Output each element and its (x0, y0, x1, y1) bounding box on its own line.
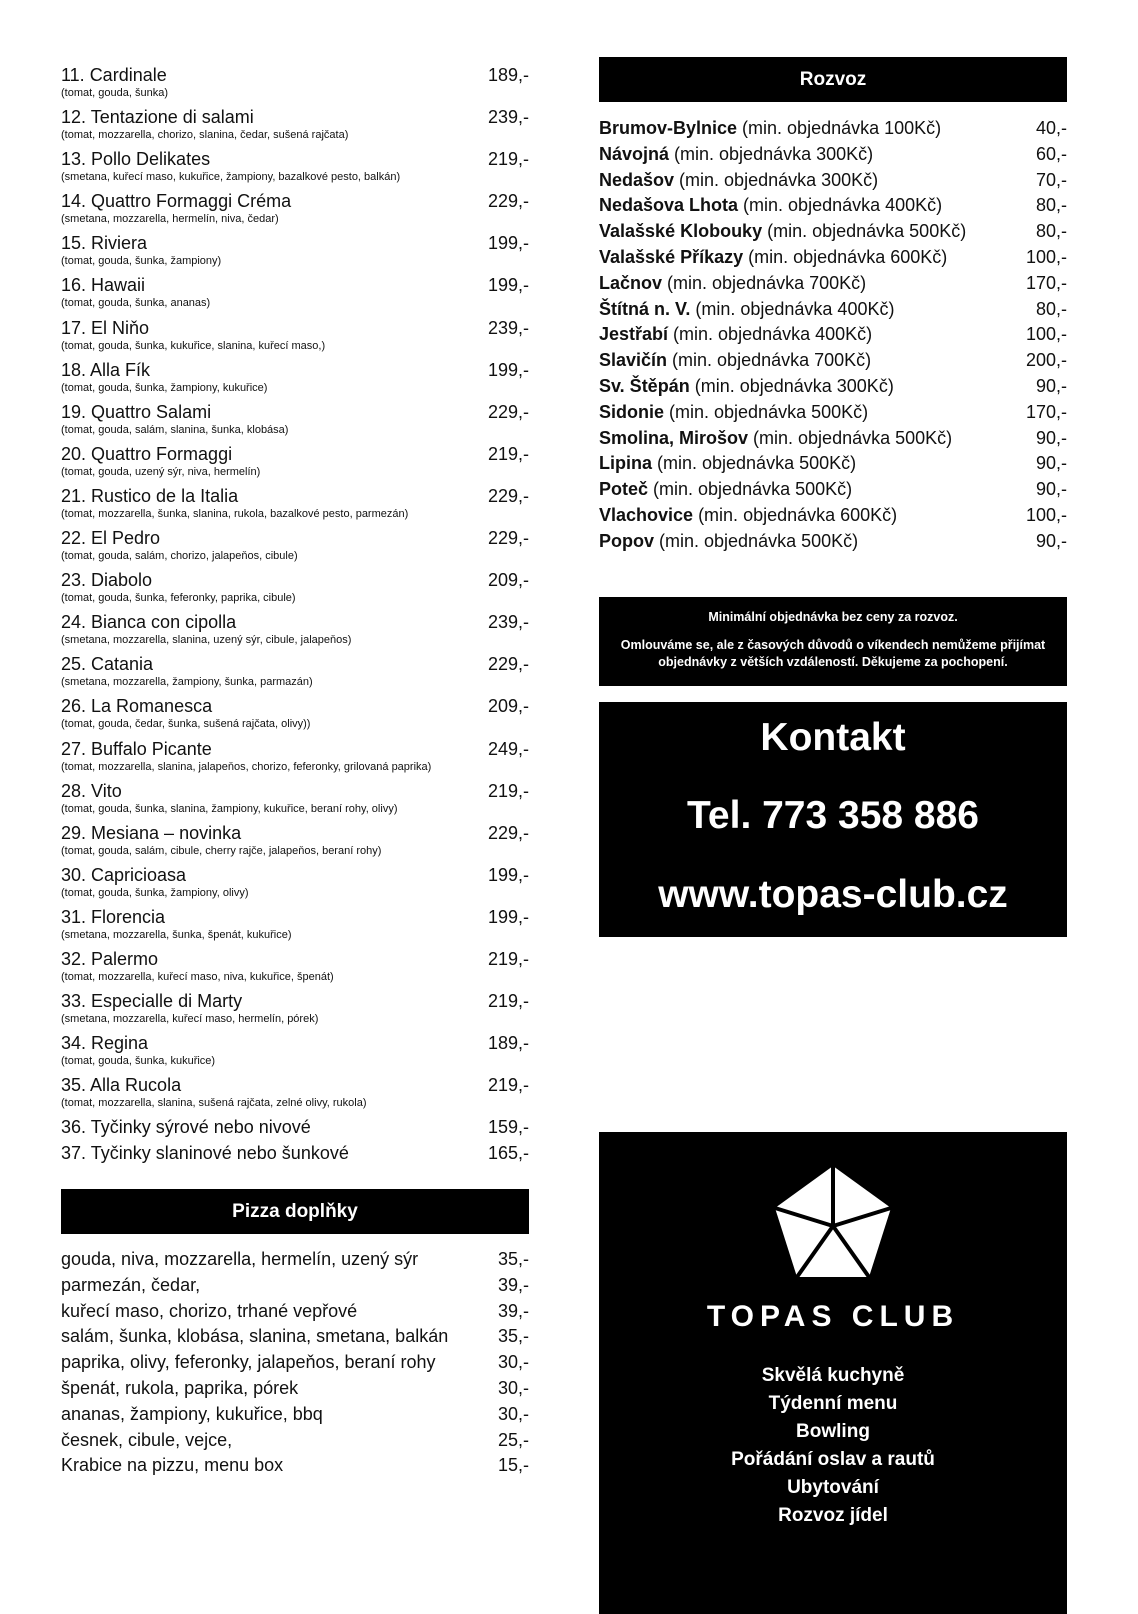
pizza-price: 229,- (487, 822, 529, 843)
delivery-price: 90,- (1035, 375, 1067, 396)
pizza-name: 21. Rustico de la Italia (61, 485, 239, 506)
delivery-minimum: (min. objednávka 400Kč) (668, 324, 873, 345)
delivery-minimum: (min. objednávka 500Kč) (652, 453, 857, 474)
delivery-item (599, 246, 1067, 272)
club-service-item: Rozvoz jídel (778, 1505, 888, 1526)
delivery-town: Sidonie (599, 401, 665, 422)
pizza-item (61, 780, 529, 822)
delivery-item (599, 220, 1067, 246)
delivery-place (599, 298, 894, 320)
delivery-minimum: (min. objednávka 500Kč) (762, 221, 967, 242)
pizza-name: 24. Bianca con cipolla (61, 612, 237, 633)
extra-name: česnek, cibule, vejce, (61, 1429, 233, 1450)
pizza-price: 199,- (487, 906, 529, 927)
extra-name: parmezán, čedar, (61, 1274, 201, 1295)
club-service-item: Týdenní menu (768, 1393, 898, 1414)
extra-price: 30,- (497, 1403, 529, 1424)
delivery-town: Sv. Štěpán (599, 375, 690, 396)
extra-price: 39,- (497, 1300, 529, 1321)
pizza-price: 189,- (487, 65, 529, 85)
pizza-item (61, 64, 529, 106)
pizza-ingredients: (tomat, gouda, šunka, feferonky, paprika, cibule) (61, 592, 296, 605)
delivery-town: Brumov-Bylnice (599, 118, 738, 138)
delivery-town: Valašské Příkazy (599, 246, 744, 267)
delivery-price: 90,- (1035, 530, 1067, 551)
contact-title: Kontakt (760, 716, 906, 759)
pizza-item (61, 443, 529, 485)
pizza-ingredients: (tomat, mozzarella, šunka, slanina, rukola, bazalkové pesto, parmezán) (61, 507, 409, 520)
pizza-extras-title: Pizza doplňky (232, 1200, 358, 1222)
delivery-item (599, 401, 1067, 427)
pizza-item (61, 695, 529, 737)
pizza-ingredients: (tomat, gouda, šunka, žampiony) (61, 255, 222, 268)
pizza-name: 12. Tentazione di salami (61, 107, 254, 128)
pizza-ingredients: (tomat, mozzarella, slanina, jalapeňos, chorizo, feferonky, grilovaná paprika) (61, 760, 432, 773)
delivery-price: 90,- (1035, 453, 1067, 474)
delivery-title: Rozvoz (799, 68, 867, 90)
club-promo-box (599, 1132, 1067, 1614)
pizza-ingredients: (tomat, mozzarella, slanina, sušená rajčata, zelné olivy, rukola) (61, 1097, 367, 1110)
pizza-price: 199,- (487, 359, 529, 380)
pizza-price: 229,- (487, 191, 529, 212)
delivery-place (599, 272, 866, 294)
club-service-item: Skvělá kuchyně (761, 1365, 905, 1386)
extra-name: ananas, žampiony, kukuřice, bbq (61, 1403, 323, 1424)
delivery-price: 80,- (1035, 298, 1067, 319)
pizza-item (61, 190, 529, 232)
extra-name: salám, šunka, klobása, slanina, smetana, balkán (61, 1326, 449, 1347)
delivery-price: 60,- (1035, 143, 1067, 164)
pizza-name: 19. Quattro Salami (61, 401, 212, 422)
delivery-town: Smolina, Mirošov (599, 427, 749, 448)
pizza-ingredients: (tomat, gouda, šunka) (61, 87, 169, 99)
delivery-minimum: (min. objednávka 300Kč) (689, 375, 894, 396)
pizza-item (61, 527, 529, 569)
delivery-notice (599, 597, 1067, 686)
pizza-item (61, 738, 529, 780)
pizza-name: 15. Riviera (61, 233, 148, 254)
pizza-price: 229,- (487, 528, 529, 549)
delivery-place (599, 143, 873, 165)
pizza-ingredients: (tomat, gouda, salám, chorizo, jalapeňos, cibule) (61, 550, 298, 563)
pizza-price: 239,- (487, 612, 529, 633)
pizza-price: 199,- (487, 864, 529, 885)
pizza-item (61, 864, 529, 906)
delivery-minimum: (min. objednávka 400Kč) (690, 298, 895, 319)
extra-item (61, 1325, 529, 1351)
pizza-ingredients: (tomat, gouda, uzený sýr, niva, hermelín) (61, 465, 261, 478)
pizza-price: 229,- (487, 485, 529, 506)
extra-price: 30,- (497, 1352, 529, 1373)
delivery-town: Štítná n. V. (599, 298, 691, 319)
extra-item (61, 1300, 529, 1326)
delivery-list (599, 117, 1067, 556)
delivery-item (599, 323, 1067, 349)
delivery-minimum: (min. objednávka 300Kč) (669, 143, 874, 164)
delivery-header (599, 57, 1067, 102)
pizza-name: 30. Capricioasa (61, 864, 187, 885)
pizza-item (61, 906, 529, 948)
delivery-town: Návojná (599, 143, 670, 164)
pizza-name: 13. Pollo Delikates (61, 149, 211, 170)
delivery-minimum: (min. objednávka 300Kč) (674, 169, 879, 190)
sticks-price: 159,- (487, 1117, 529, 1138)
pizza-name: 14. Quattro Formaggi Créma (61, 191, 292, 212)
extra-price: 15,- (497, 1455, 529, 1476)
pizza-ingredients: (tomat, gouda, salám, slanina, šunka, klobása) (61, 423, 289, 436)
delivery-place (599, 478, 852, 500)
pizza-ingredients: (tomat, mozzarella, kuřecí maso, niva, kukuřice, špenát) (61, 970, 334, 983)
delivery-place (599, 117, 941, 139)
delivery-town: Valašské Klobouky (599, 221, 763, 242)
extra-item (61, 1248, 529, 1274)
pizza-ingredients: (smetana, kuřecí maso, kukuřice, žampiony, bazalkové pesto, balkán) (61, 171, 401, 184)
delivery-price: 40,- (1035, 118, 1067, 138)
delivery-item (599, 143, 1067, 169)
delivery-item (599, 169, 1067, 195)
pizza-item (61, 569, 529, 611)
pizza-price: 229,- (487, 654, 529, 675)
club-service-item: Ubytování (787, 1477, 879, 1498)
pizza-price: 239,- (487, 107, 529, 128)
pizza-extras-list (61, 1248, 529, 1480)
extra-price: 35,- (497, 1326, 529, 1347)
pizza-price: 219,- (487, 780, 529, 801)
delivery-minimum: (min. objednávka 600Kč) (743, 246, 948, 267)
notice-line-2: Omlouváme se, ale z časových důvodů o víkendech nemůžeme přijímat (620, 638, 1046, 652)
pizza-item (61, 1032, 529, 1074)
pizza-name: 17. El Niňo (61, 317, 150, 338)
pizza-price: 189,- (487, 1033, 529, 1054)
pizza-price: 209,- (487, 570, 529, 591)
extra-name: špenát, rukola, paprika, pórek (61, 1377, 299, 1398)
delivery-price: 100,- (1025, 504, 1067, 525)
pentagon-star-logo-icon (773, 1164, 893, 1279)
extra-price: 25,- (497, 1429, 529, 1450)
pizza-ingredients: (tomat, gouda, čedar, šunka, sušená rajčata, olivy)) (61, 718, 311, 731)
pizza-ingredients: (tomat, gouda, šunka, ananas) (61, 297, 211, 310)
delivery-place (599, 220, 966, 242)
delivery-item (599, 530, 1067, 556)
pizza-name: 28. Vito (61, 780, 122, 801)
delivery-price: 80,- (1035, 221, 1067, 242)
delivery-place (599, 504, 897, 526)
pizza-item (61, 274, 529, 316)
delivery-place (599, 246, 947, 268)
pizza-item (61, 359, 529, 401)
pizza-name: 23. Diabolo (61, 570, 153, 591)
contact-website: www.topas-club.cz (658, 873, 1008, 916)
delivery-item (599, 194, 1067, 220)
pizza-name: 20. Quattro Formaggi (61, 443, 233, 464)
pizza-ingredients: (smetana, mozzarella, slanina, uzený sýr, cibule, jalapeňos) (61, 634, 352, 647)
delivery-price: 100,- (1025, 324, 1067, 345)
extra-item (61, 1274, 529, 1300)
delivery-price: 90,- (1035, 479, 1067, 500)
pizza-item (61, 1074, 529, 1116)
delivery-place (599, 349, 871, 371)
delivery-price: 200,- (1025, 350, 1067, 371)
pizza-item (61, 611, 529, 653)
delivery-minimum: (min. objednávka 100Kč) (737, 118, 942, 138)
pizza-item (61, 990, 529, 1032)
pizza-price: 199,- (487, 275, 529, 296)
pizza-name: 29. Mesiana – novinka (61, 822, 242, 843)
extra-price: 35,- (497, 1249, 529, 1269)
pizza-name: 11. Cardinale (61, 65, 167, 85)
delivery-place (599, 194, 942, 216)
club-services (599, 1362, 1067, 1530)
extra-item (61, 1403, 529, 1429)
pizza-ingredients: (tomat, gouda, šunka, žampiony, kukuřice) (61, 381, 268, 394)
pizza-name: 34. Regina (61, 1033, 149, 1054)
pizza-ingredients: (smetana, mozzarella, žampiony, šunka, parmazán) (61, 676, 313, 689)
delivery-minimum: (min. objednávka 500Kč) (648, 479, 853, 500)
delivery-price: 100,- (1025, 246, 1067, 267)
pizza-price: 239,- (487, 317, 529, 338)
pizza-item (61, 822, 529, 864)
pizza-ingredients: (tomat, gouda, šunka, slanina, žampiony, kukuřice, beraní rohy, olivy) (61, 802, 398, 815)
pizza-price: 229,- (487, 401, 529, 422)
sticks-name: 37. Tyčinky slaninové nebo šunkové (61, 1143, 349, 1164)
pizza-name: 35. Alla Rucola (61, 1075, 182, 1096)
sticks-price: 165,- (487, 1143, 529, 1164)
sticks-item (61, 1142, 529, 1168)
extra-item (61, 1454, 529, 1480)
delivery-town: Lipina (599, 453, 652, 474)
delivery-item (599, 452, 1067, 478)
delivery-town: Popov (599, 530, 655, 551)
club-service-item: Bowling (796, 1421, 870, 1442)
pizza-item (61, 653, 529, 695)
delivery-town: Nedašova Lhota (599, 195, 739, 216)
delivery-item (599, 375, 1067, 401)
delivery-place (599, 169, 878, 191)
extra-name: Krabice na pizzu, menu box (61, 1455, 284, 1476)
pizza-item (61, 401, 529, 443)
pizza-price: 219,- (487, 1075, 529, 1096)
pizza-name: 27. Buffalo Picante (61, 738, 212, 759)
pizza-name: 33. Especialle di Marty (61, 991, 243, 1012)
delivery-town: Poteč (599, 479, 649, 500)
notice-line-3: objednávky z větších vzdáleností. Děkujeme za pochopení. (658, 655, 1008, 669)
delivery-town: Nedašov (599, 169, 675, 190)
delivery-item (599, 298, 1067, 324)
extra-price: 39,- (497, 1274, 529, 1295)
pizza-item (61, 232, 529, 274)
delivery-place (599, 375, 894, 397)
delivery-town: Vlachovice (599, 504, 694, 525)
pizza-ingredients: (tomat, gouda, salám, cibule, cherry rajče, jalapeňos, beraní rohy) (61, 844, 382, 857)
club-brand: TOPAS CLUB (706, 1300, 960, 1333)
pizza-ingredients: (tomat, gouda, šunka, žampiony, olivy) (61, 886, 249, 899)
pizza-price: 219,- (487, 149, 529, 170)
pizza-name: 26. La Romanesca (61, 696, 213, 717)
delivery-item (599, 117, 1067, 143)
contact-box (599, 702, 1067, 937)
delivery-price: 80,- (1035, 195, 1067, 216)
extra-name: gouda, niva, mozzarella, hermelín, uzený sýr (61, 1249, 419, 1269)
pizza-name: 16. Hawaii (61, 275, 146, 296)
delivery-minimum: (min. objednávka 600Kč) (693, 504, 898, 525)
sticks-item (61, 1116, 529, 1142)
delivery-minimum: (min. objednávka 400Kč) (738, 195, 943, 216)
delivery-town: Jestřabí (599, 324, 669, 345)
extra-price: 30,- (497, 1377, 529, 1398)
delivery-price: 90,- (1035, 427, 1067, 448)
pizza-ingredients: (smetana, mozzarella, hermelín, niva, čedar) (61, 213, 279, 226)
delivery-minimum: (min. objednávka 700Kč) (667, 350, 872, 371)
pizza-name: 18. Alla Fík (61, 359, 151, 380)
pizza-name: 22. El Pedro (61, 528, 161, 549)
pizza-ingredients: (tomat, gouda, šunka, kukuřice) (61, 1055, 216, 1068)
pizza-name: 32. Palermo (61, 948, 159, 969)
sticks-name: 36. Tyčinky sýrové nebo nivové (61, 1117, 311, 1138)
delivery-price: 170,- (1025, 401, 1067, 422)
delivery-minimum: (min. objednávka 500Kč) (654, 530, 859, 551)
pizza-item (61, 148, 529, 190)
pizza-extras-header (61, 1189, 529, 1234)
extra-name: kuřecí maso, chorizo, trhané vepřové (61, 1300, 358, 1321)
pizza-price: 209,- (487, 696, 529, 717)
pizza-ingredients: (tomat, mozzarella, chorizo, slanina, čedar, sušená rajčata) (61, 129, 349, 142)
notice-line-1: Minimální objednávka bez ceny za rozvoz. (708, 610, 958, 624)
delivery-town: Lačnov (599, 272, 663, 293)
extra-item (61, 1377, 529, 1403)
delivery-place (599, 452, 856, 474)
delivery-item (599, 272, 1067, 298)
delivery-minimum: (min. objednávka 500Kč) (664, 401, 869, 422)
club-service-item: Pořádání oslav a rautů (731, 1449, 935, 1470)
pizza-price: 249,- (487, 738, 529, 759)
pizza-name: 25. Catania (61, 654, 154, 675)
pizza-item (61, 485, 529, 527)
extra-item (61, 1429, 529, 1455)
delivery-minimum: (min. objednávka 700Kč) (662, 272, 867, 293)
delivery-price: 70,- (1035, 169, 1067, 190)
pizza-price: 219,- (487, 443, 529, 464)
delivery-place (599, 427, 952, 449)
pizza-item (61, 317, 529, 359)
delivery-minimum: (min. objednávka 500Kč) (748, 427, 953, 448)
pizza-price: 199,- (487, 233, 529, 254)
pizza-item (61, 948, 529, 990)
delivery-item (599, 427, 1067, 453)
pizza-price: 219,- (487, 991, 529, 1012)
extra-item (61, 1351, 529, 1377)
contact-phone: Tel. 773 358 886 (686, 794, 979, 837)
pizza-ingredients: (tomat, gouda, šunka, kukuřice, slanina, kuřecí maso,) (61, 339, 326, 352)
pizza-price: 219,- (487, 948, 529, 969)
delivery-place (599, 530, 858, 552)
pizza-ingredients: (smetana, mozzarella, šunka, špenát, kukuřice) (61, 928, 292, 941)
delivery-place (599, 401, 868, 423)
extra-name: paprika, olivy, feferonky, jalapeňos, beraní rohy (61, 1352, 436, 1373)
delivery-price: 170,- (1025, 272, 1067, 293)
pizza-menu-list (61, 64, 529, 1168)
pizza-ingredients: (smetana, mozzarella, kuřecí maso, hermelín, pórek) (61, 1013, 319, 1026)
pizza-item (61, 106, 529, 148)
delivery-town: Slavičín (599, 350, 668, 371)
delivery-item (599, 504, 1067, 530)
pizza-name: 31. Florencia (61, 906, 166, 927)
delivery-place (599, 323, 872, 345)
delivery-item (599, 478, 1067, 504)
delivery-item (599, 349, 1067, 375)
